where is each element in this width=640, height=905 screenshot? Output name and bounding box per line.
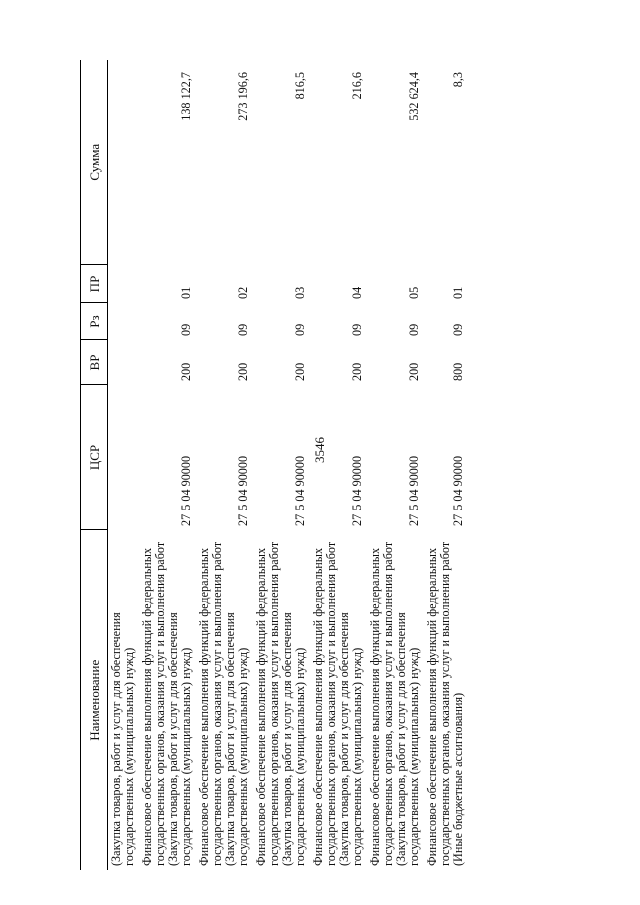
name-line: (Закупка товаров, работ и услуг для обеспечения <box>109 612 123 866</box>
row-rz: 09 <box>236 323 250 336</box>
name-line: государственных органов, оказания услуг и выполнения работ <box>438 541 452 866</box>
row-rz: 09 <box>451 323 465 336</box>
row-csr: 27 5 04 90000 <box>451 455 465 526</box>
row-name <box>255 530 312 870</box>
name-line: Финансовое обеспечение выполнения функций федеральных <box>425 547 439 866</box>
row-pr: 03 <box>293 286 307 299</box>
row-sum <box>108 60 142 265</box>
table-row <box>198 60 255 870</box>
name-line: государственных органов, оказания услуг и выполнения работ <box>324 541 338 866</box>
row-csr: 27 5 04 90000 <box>407 455 421 526</box>
name-line: государственных (муниципальных) нужд) <box>236 647 250 866</box>
name-line: государственных (муниципальных) нужд) <box>293 647 307 866</box>
budget-table <box>80 60 470 870</box>
row-vr: 200 <box>407 362 421 381</box>
row-csr: 27 5 04 90000 <box>179 455 193 526</box>
name-line: государственных органов, оказания услуг и выполнения работ <box>210 541 224 866</box>
name-line: Финансовое обеспечение выполнения функций федеральных <box>311 547 325 866</box>
name-line: (Закупка товаров, работ и услуг для обеспечения <box>394 612 408 866</box>
row-vr: 200 <box>179 362 193 381</box>
row-rz <box>108 303 142 340</box>
rotated-page-content <box>80 60 595 870</box>
name-line: (Закупка товаров, работ и услуг для обеспечения <box>280 612 294 866</box>
row-rz: 09 <box>350 323 364 336</box>
row-pr <box>108 265 142 303</box>
row-name <box>198 530 255 870</box>
name-line: государственных органов, оказания услуг и выполнения работ <box>381 541 395 866</box>
name-line: (Иные бюджетные ассигнования) <box>451 692 465 866</box>
table-header <box>81 60 108 870</box>
row-csr: 27 5 04 90000 <box>350 455 364 526</box>
header-sum: Сумма <box>81 60 108 265</box>
header-vr: ВР <box>81 340 108 385</box>
row-name <box>141 530 198 870</box>
row-sum: 816,5 <box>293 72 307 100</box>
name-line: государственных органов, оказания услуг и выполнения работ <box>267 541 281 866</box>
table-row <box>426 60 470 870</box>
name-line: государственных (муниципальных) нужд) <box>122 647 136 866</box>
name-line: государственных (муниципальных) нужд) <box>179 647 193 866</box>
row-vr <box>108 340 142 385</box>
table-row <box>255 60 312 870</box>
row-sum: 138 122,7 <box>179 72 193 121</box>
row-vr: 200 <box>236 362 250 381</box>
header-name: Наименование <box>81 530 108 870</box>
row-csr <box>108 385 142 530</box>
header-csr: ЦСР <box>81 385 108 530</box>
name-line: (Закупка товаров, работ и услуг для обеспечения <box>337 612 351 866</box>
name-line: (Закупка товаров, работ и услуг для обеспечения <box>166 612 180 866</box>
row-rz: 09 <box>407 323 421 336</box>
row-pr: 04 <box>350 286 364 299</box>
name-line: Финансовое обеспечение выполнения функций федеральных <box>368 547 382 866</box>
name-line: государственных (муниципальных) нужд) <box>407 647 421 866</box>
table-row <box>369 60 426 870</box>
row-pr: 01 <box>451 286 465 299</box>
page-number: 3546 <box>312 437 327 463</box>
row-sum: 273 196,6 <box>236 72 250 121</box>
row-sum: 532 624,4 <box>407 72 421 121</box>
name-line: государственных (муниципальных) нужд) <box>350 647 364 866</box>
row-sum: 216,6 <box>350 72 364 100</box>
table-row <box>141 60 198 870</box>
row-rz: 09 <box>293 323 307 336</box>
row-name <box>312 530 369 870</box>
row-csr: 27 5 04 90000 <box>293 455 307 526</box>
name-line: Финансовое обеспечение выполнения функций федеральных <box>254 547 268 866</box>
row-pr: 05 <box>407 286 421 299</box>
name-line: (Закупка товаров, работ и услуг для обеспечения <box>223 612 237 866</box>
name-line: государственных органов, оказания услуг и выполнения работ <box>153 541 167 866</box>
header-rz: Рз <box>81 303 108 340</box>
row-sum: 8,3 <box>451 72 465 88</box>
row-name <box>426 530 470 870</box>
row-vr: 200 <box>350 362 364 381</box>
table-row <box>312 60 369 870</box>
row-name <box>108 530 142 870</box>
table-row <box>108 60 142 870</box>
row-csr: 27 5 04 90000 <box>236 455 250 526</box>
header-pr: ПР <box>81 265 108 303</box>
row-vr: 200 <box>293 362 307 381</box>
name-line: Финансовое обеспечение выполнения функций федеральных <box>197 547 211 866</box>
table-body <box>108 60 471 870</box>
row-pr: 01 <box>179 286 193 299</box>
name-line: Финансовое обеспечение выполнения функций федеральных <box>140 547 154 866</box>
row-name <box>369 530 426 870</box>
row-vr: 800 <box>451 362 465 381</box>
row-pr: 02 <box>236 286 250 299</box>
row-rz: 09 <box>179 323 193 336</box>
